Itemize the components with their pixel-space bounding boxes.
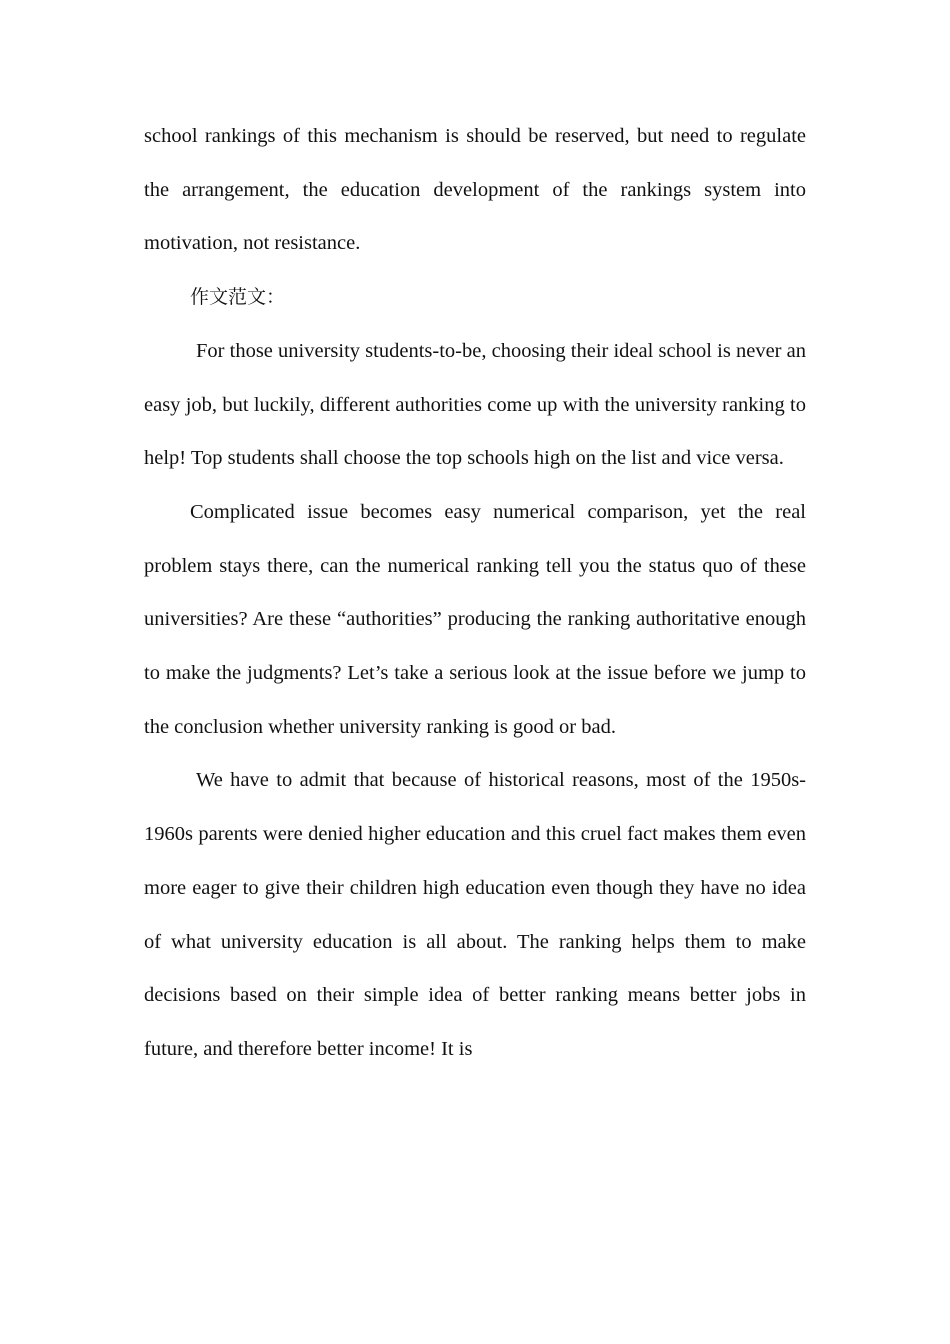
document-page xyxy=(144,110,806,1077)
paragraph-issue: Complicated issue becomes easy numerical comparison, yet the real problem stays there, can the numerical ranking tell you the status quo of these universities? Are these “authorities” producing the ranking authoritative enough to make the judgments? Let’s take a serious look at the issue before we jump to the conclusion whether university ranking is good or bad. xyxy=(144,500,806,738)
paragraph-historical: We have to admit that because of historical reasons, most of the 1950s-1960s parents were denied higher education and this cruel fact makes them even more eager to give their children high education even though they have no idea of what university education is all about. The ranking helps them to make decisions based on their simple idea of better ranking means better jobs in future, and therefore better income! It is xyxy=(144,769,806,1060)
paragraph-intro: For those university students-to-be, choosing their ideal school is never an easy job, but luckily, different authorities come up with the university ranking to help! Top students shall choose the top schools high on the list and vice versa. xyxy=(144,339,806,470)
paragraph-continuation: school rankings of this mechanism is should be reserved, but need to regulate the arrangement, the education development of the rankings system into motivation, not resistance. xyxy=(144,125,806,255)
sample-essay-heading: 作文范文： xyxy=(190,286,286,309)
